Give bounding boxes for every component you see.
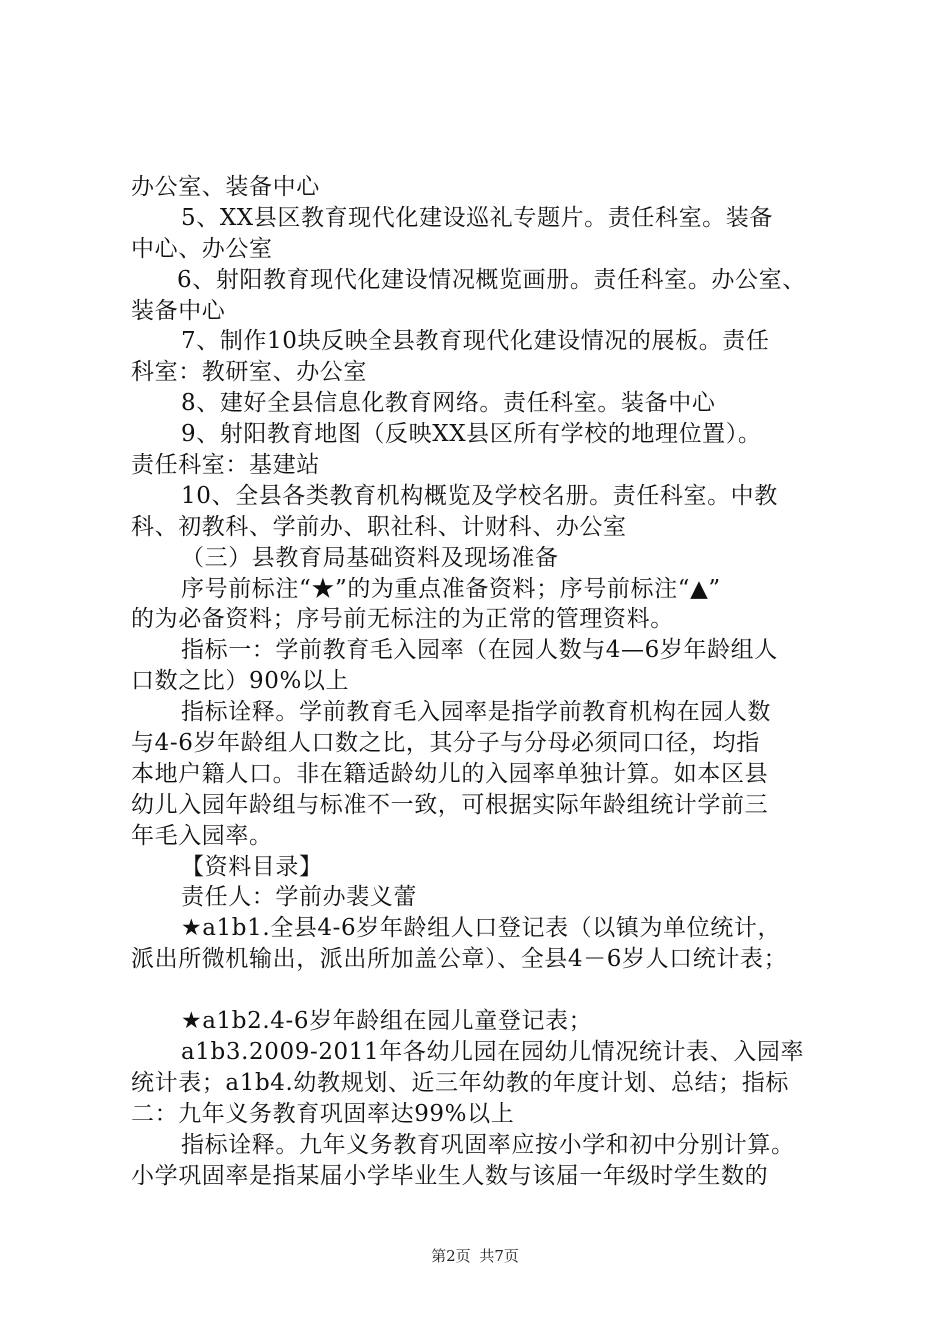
text-line: 年毛入园率。 xyxy=(131,822,273,849)
page-number: 第2页 xyxy=(431,1247,471,1265)
text-line: 派出所微机输出，派出所加盖公章）、全县4－6岁人口统计表； xyxy=(131,946,788,973)
text-line: 科室：教研室、办公室 xyxy=(131,359,367,386)
page-total: 共7页 xyxy=(479,1247,519,1265)
text-line: 口数之比）90%以上 xyxy=(131,668,350,695)
catalog-heading: 【资料目录】 xyxy=(181,853,323,880)
page-footer xyxy=(0,1245,950,1266)
text-line: ★a1b1.全县4-6岁年龄组人口登记表（以镇为单位统计， xyxy=(181,915,782,942)
blank-line xyxy=(131,975,851,1006)
text-line: 的为必备资料；序号前无标注的为正常的管理资料。 xyxy=(131,606,674,633)
text-line: 10、全县各类教育机构概览及学校名册。责任科室。中教 xyxy=(181,482,778,509)
document-body xyxy=(131,172,851,1192)
text-line: 二：九年义务教育巩固率达99%以上 xyxy=(131,1100,515,1127)
text-line: 5、XX县区教育现代化建设巡礼专题片。责任科室。装备 xyxy=(181,204,773,231)
text-line: 指标诠释。学前教育毛入园率是指学前教育机构在园人数 xyxy=(181,699,771,726)
text-line: 装备中心 xyxy=(131,297,226,324)
text-line: 9、射阳教育地图（反映XX县区所有学校的地理位置）。 xyxy=(181,421,762,448)
text-line: 与4-6岁年龄组人口数之比，其分子与分母必须同口径，均指 xyxy=(131,730,760,757)
text-line: 责任科室：基建站 xyxy=(131,452,320,479)
text-line: 指标一：学前教育毛入园率（在园人数与4—6岁年龄组人 xyxy=(181,637,778,664)
text-line: 指标诠释。九年义务教育巩固率应按小学和初中分别计算。 xyxy=(181,1131,795,1158)
text-line: 统计表；a1b4.幼教规划、近三年幼教的年度计划、总结；指标 xyxy=(131,1069,790,1096)
text-line: 幼儿入园年龄组与标准不一致，可根据实际年龄组统计学前三 xyxy=(131,791,769,818)
text-line: 中心、办公室 xyxy=(131,235,273,262)
text-line: 办公室、装备中心 xyxy=(131,174,320,200)
text-line: 科、初教科、学前办、职社科、计财科、办公室 xyxy=(131,513,627,540)
section-heading: （三）县教育局基础资料及现场准备 xyxy=(181,544,559,571)
text-line: 本地户籍人口。非在籍适龄幼儿的入园率单独计算。如本区县 xyxy=(131,760,769,787)
text-line: 序号前标注“★”的为重点准备资料；序号前标注“▲” xyxy=(181,575,721,602)
text-line: 小学巩固率是指某届小学毕业生人数与该届一年级时学生数的 xyxy=(131,1162,769,1189)
text-line: 责任人：学前办裴义蕾 xyxy=(181,884,417,911)
text-line: ★a1b2.4-6岁年龄组在园儿童登记表； xyxy=(181,1008,593,1035)
text-line: a1b3.2009-2011年各幼儿园在园幼儿情况统计表、入园率 xyxy=(181,1039,805,1066)
text-line: 7、制作10块反映全县教育现代化建设情况的展板。责任 xyxy=(181,328,770,355)
text-line: 6、射阳教育现代化建设情况概览画册。责任科室。办公室、 xyxy=(177,266,806,293)
text-line: 8、建好全县信息化教育网络。责任科室。装备中心 xyxy=(181,390,716,417)
